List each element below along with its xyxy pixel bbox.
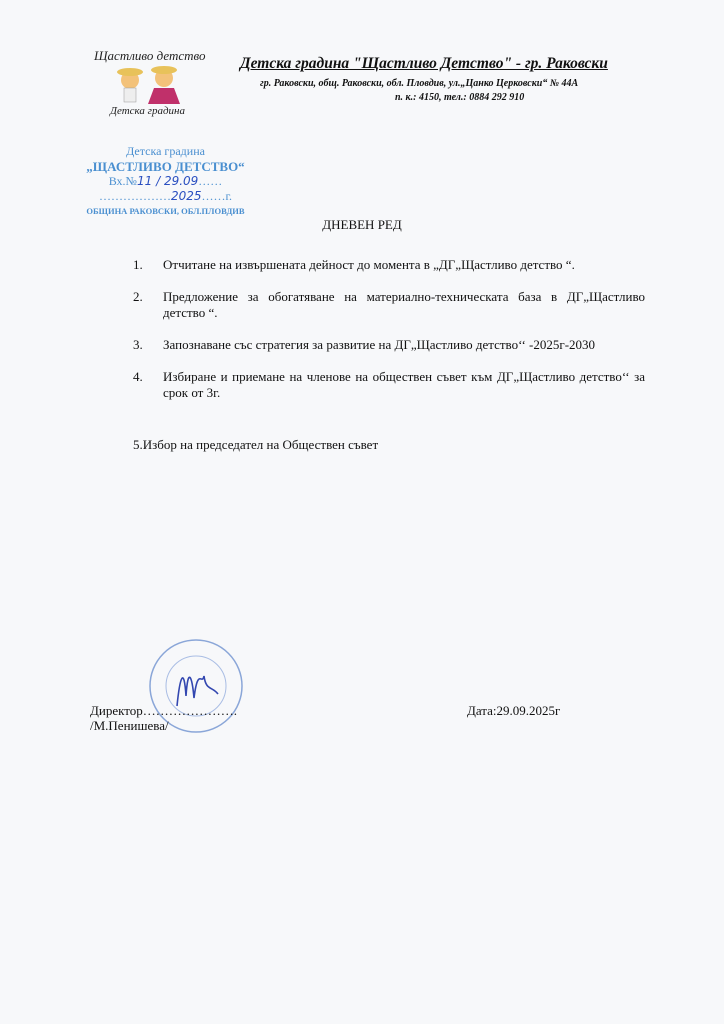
item-number: 3. (133, 337, 143, 352)
svg-text:Детска градина: Детска градина (110, 105, 185, 117)
item-text: Запознаване със стратегия за развитие на ДГ„Щастливо детство‘‘ -2025г-2030 (163, 337, 596, 352)
document-date: Дата:29.09.2025г (467, 703, 561, 718)
item-number: 2. (133, 289, 143, 304)
letterhead-phone: п. к.: 4150, тел.: 0884 292 910 (395, 92, 525, 103)
item-number: 4. (133, 369, 143, 384)
stamp-year-suffix: г. (225, 189, 233, 203)
stamp-reg-number: 11 / 29.09 (137, 174, 199, 188)
agenda-item (125, 337, 645, 353)
stamp-reg-label: Вх.№ (108, 174, 137, 188)
registration-stamp: Детска градина „ЩАСТЛИВО ДЕТСТВО“ Вх.№11 / 29.09…… ………………2025……г. ОБЩИНА РАКОВСКИ, ОБЛ.ПЛОВДИВ (78, 144, 253, 219)
agenda-item (125, 289, 645, 321)
item-text: Отчитане на извършената дейност до момента в „ДГ„Щастливо детство “. (163, 257, 575, 272)
agenda-list (125, 257, 645, 417)
agenda-item-5: 5.Избор на председател на Обществен съвет (133, 437, 379, 452)
item-text: Предложение за обогатяване на материално-техническата база в ДГ„Щастливо детство “. (163, 289, 645, 320)
letterhead-address: гр. Раковски, общ. Раковски, обл. Пловдив, ул.„Цанко Церковски“ № 44А (260, 78, 579, 89)
kindergarten-logo (82, 42, 232, 120)
stamp-year: 2025 (170, 189, 202, 203)
stamp-bottom: ОБЩИНА РАКОВСКИ, ОБЛ.ПЛОВДИВ (86, 206, 245, 216)
item-text: Избиране и приемане на членове на обществен съвет към ДГ„Щастливо детство‘‘ за срок от 3г. (163, 369, 645, 400)
agenda-item (125, 257, 645, 273)
director-name: /М.Пенишева/ (90, 718, 169, 733)
agenda-item (125, 369, 645, 401)
letterhead-title: Детска градина "Щастливо Детство" - гр. Раковски (240, 55, 608, 72)
item-number: 1. (133, 257, 143, 272)
director-signature-line: Директор…………………. (90, 703, 237, 718)
stamp-line2: „ЩАСТЛИВО ДЕТСТВО“ (86, 159, 245, 174)
svg-text:Щастливо детство: Щастливо детство (94, 48, 206, 63)
stamp-line1: Детска градина (126, 144, 205, 158)
agenda-title: ДНЕВЕН РЕД (322, 217, 402, 232)
